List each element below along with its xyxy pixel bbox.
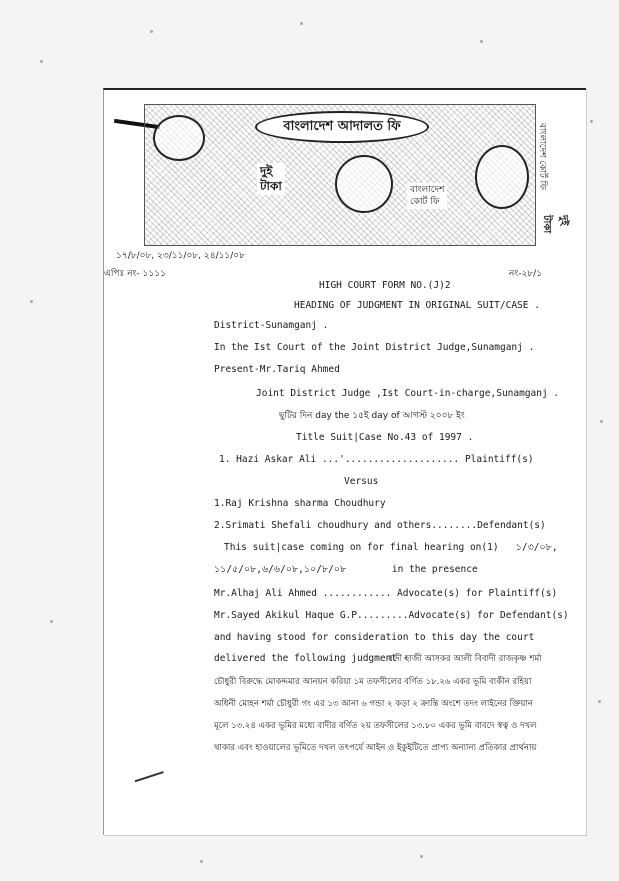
speckle xyxy=(150,30,153,33)
reference-left: এপিঃ নং- ১১১১ xyxy=(104,269,166,279)
judgment-text: থাকার এবং হাওয়ালের ভূমিতে দখল তৎপর্যে আইন ও ইকুইটিতে প্রাপ্য অন্যান্য প্রতিকার প্রার্থনায় xyxy=(214,743,537,753)
case-number: Title Suit|Case No.43 of 1997 . xyxy=(296,432,474,443)
judgment-intro: delivered the following judgment - xyxy=(214,653,409,664)
stamp-emblem xyxy=(335,155,393,213)
judgment-text: বাদী হাজী আসকর আলী বিবাদী রাজকৃষ্ণ শর্মা xyxy=(388,654,542,664)
hearing-line-2: ১১/৫/০৮,৬/৬/০৮,১০/৮/০৮ in the presence xyxy=(214,564,478,575)
stamp-rosette-left xyxy=(153,115,205,161)
court-name: In the Ist Court of the Joint District Judge,Sunamganj . xyxy=(214,342,535,353)
hearing-line-1: This suit|case coming on for final hearing on(1) ১/৩/০৮, xyxy=(224,542,558,553)
stamp-banner: বাংলাদেশ আদালত ফি xyxy=(255,111,429,143)
plaintiff: 1. Hazi Askar Ali ...'.................... Plaintiff(s) xyxy=(219,454,534,465)
judgment-text: চৌধুরী বিরুদ্ধে মোকদ্দমার আনয়ন করিয়া ১ম তফসীলের বর্ণিত ১৮.২৬ একর ভূমি বাকীন রহিয়া xyxy=(214,677,532,687)
judgment-date: ছুটির দিন day the ১৫ই day of আগস্ট ২০০৮ ইং xyxy=(279,411,465,421)
defendant-2: 2.Srimati Shefali choudhury and others........Defendant(s) xyxy=(214,520,546,531)
speckle xyxy=(200,860,203,863)
speckle xyxy=(600,420,603,423)
judgment-text: মূলে ১৩.২৪ একর ভূমির মধ্যে বাদীর বর্ণিত ২য় তফসীলের ১৩.৮০ একর ভূমি বাবদে স্বত্ব ও দখল xyxy=(214,721,537,731)
handwritten-initial xyxy=(130,758,163,782)
stamp-dates: ১৭/৮/০৮, ২৩/১১/০৮, ২৪/১১/০৮ xyxy=(116,251,245,261)
judgment-heading: HEADING OF JUDGMENT IN ORIGINAL SUIT/CASE . xyxy=(294,300,540,311)
stamp-side-country: বাংলাদেশ কোর্ট ফি xyxy=(537,123,547,190)
advocate-defendant: Mr.Sayed Akikul Haque G.P.........Advocate(s) for Defendant(s) xyxy=(214,610,569,621)
speckle xyxy=(480,40,483,43)
judgment-text: অধিনী মোহন শর্মা চৌধুরী গং এর ১৩ আনা ৬ গন্ডা ২ কড়া ২ ক্রান্তি অংশে তদং লাইনের ক্তিয়ান xyxy=(214,699,533,709)
speckle xyxy=(50,620,53,623)
speckle xyxy=(598,700,601,703)
speckle xyxy=(40,60,43,63)
stamp-value: দুই টাকা xyxy=(257,163,285,195)
reference-right: নং-২৮/১ xyxy=(509,269,543,279)
versus: Versus xyxy=(344,476,379,487)
consideration-line: and having stood for consideration to this day the court xyxy=(214,632,535,643)
district: District-Sunamganj . xyxy=(214,320,329,331)
judge-designation: Joint District Judge ,Ist Court-in-charge,Sunamganj . xyxy=(256,388,560,399)
court-fee-stamp xyxy=(144,104,569,246)
stamp-rosette-right xyxy=(475,145,529,209)
speckle xyxy=(420,855,423,858)
advocate-plaintiff: Mr.Alhaj Ali Ahmed ............ Advocate(s) for Plaintiff(s) xyxy=(214,588,558,599)
speckle xyxy=(30,300,33,303)
stamp-side-value: দুই টাকা xyxy=(541,215,569,234)
speckle xyxy=(300,22,303,25)
defendant-1: 1.Raj Krishna sharma Choudhury xyxy=(214,498,386,509)
stamp-country-label: বাংলাদেশ কোর্ট ফি xyxy=(407,183,447,209)
speckle xyxy=(590,120,593,123)
document-page xyxy=(103,88,586,835)
form-title: HIGH COURT FORM NO.(J)2 xyxy=(319,280,451,291)
presiding-judge: Present-Mr.Tariq Ahmed xyxy=(214,364,340,375)
